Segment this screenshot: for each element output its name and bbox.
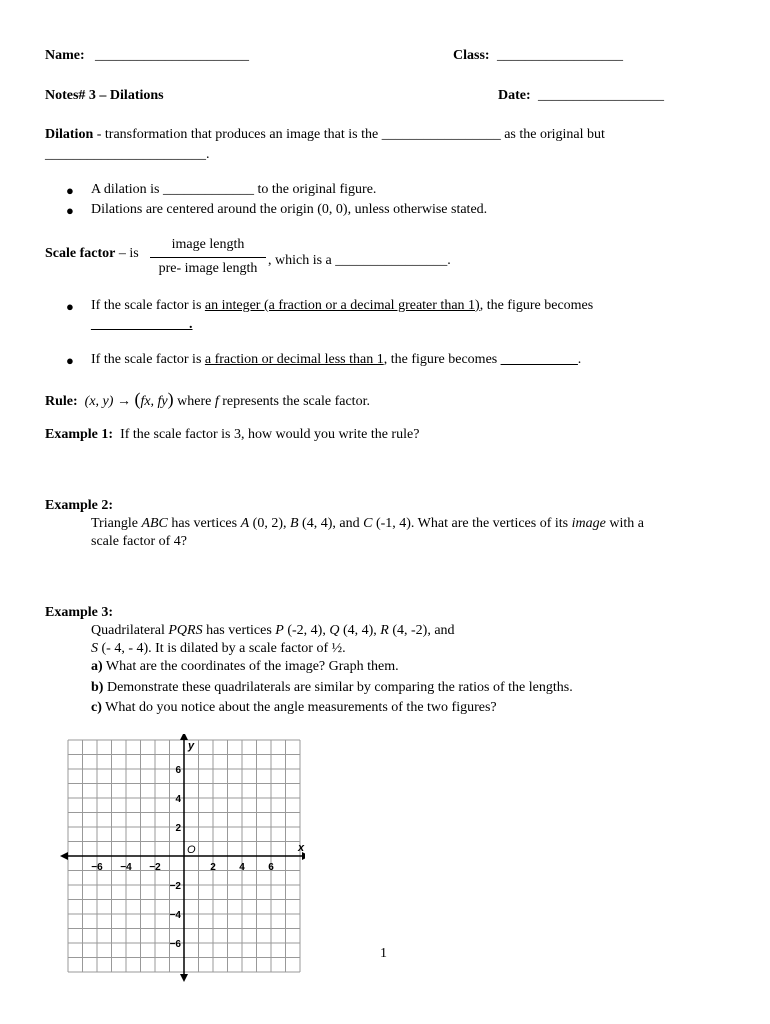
- rule-paren: ): [167, 389, 174, 409]
- rule-text: where: [173, 394, 215, 409]
- bullet-text: , the figure becomes: [479, 298, 594, 313]
- notes-title: Notes# 3 – Dilations: [45, 88, 164, 103]
- bullet-text: , the figure becomes: [383, 352, 501, 367]
- x-axis-arrow-left-icon: [60, 852, 68, 860]
- y-tick-label: 2: [175, 823, 181, 834]
- example-3-line-2: S (- 4, - 4). It is dilated by a scale factor of ½.: [91, 641, 346, 656]
- bullet-centered: Dilations are centered around the origin (0, 0), unless otherwise stated.: [91, 202, 488, 217]
- x-tick-label: −6: [91, 862, 103, 873]
- bullet-text: to the original figure.: [253, 182, 377, 197]
- bullet-fraction: [91, 353, 581, 367]
- example-1: [45, 428, 419, 442]
- underlined-text: a fraction or decimal less than 1: [204, 352, 384, 367]
- y-tick-label: 6: [175, 765, 181, 776]
- bullet-icon: ●: [66, 183, 74, 198]
- bullet-text: A dilation is: [91, 182, 163, 197]
- scale-factor-fraction: [150, 238, 266, 276]
- example-2-line-1: Triangle ABC has vertices A (0, 2), B (4, 4), and C (-1, 4). What are the vertices of its image with a: [91, 516, 644, 531]
- example-1-label: Example 1:: [45, 427, 114, 442]
- dilation-term: Dilation: [45, 127, 94, 142]
- example-2-line-2: scale factor of 4?: [91, 534, 187, 549]
- x-tick-label: 4: [239, 862, 245, 873]
- scale-factor-label: Scale factor: [45, 246, 116, 261]
- class-label: Class:: [453, 48, 490, 63]
- blank-line[interactable]: ________________.: [335, 253, 451, 268]
- dilation-definition: [45, 128, 605, 142]
- coordinate-grid[interactable]: [60, 734, 305, 984]
- bullet-integer: [91, 299, 593, 313]
- example-3-line-1: Quadrilateral PQRS has vertices P (-2, 4), Q (4, 4), R (4, -2), and: [91, 623, 455, 638]
- bullet-icon: ●: [66, 299, 74, 314]
- rule-text: represents the scale factor.: [218, 394, 370, 409]
- rule-f: f: [214, 394, 219, 409]
- scale-factor-is: – is: [115, 246, 139, 261]
- scale-factor-heading: [45, 247, 139, 261]
- rule-paren: (: [134, 389, 141, 409]
- example-3-part-a: a) What are the coordinates of the image? Graph them.: [91, 659, 399, 674]
- rule-line: [45, 390, 370, 409]
- example-3-part-b: b) Demonstrate these quadrilaterals are similar by comparing the ratios of the lengths.: [91, 680, 573, 695]
- scale-factor-which-is: [268, 254, 451, 268]
- fraction-numerator: image length: [171, 237, 245, 252]
- blank-line[interactable]: ___________: [500, 352, 578, 367]
- name-label: Name:: [45, 48, 85, 63]
- date-label: Date:: [498, 88, 531, 103]
- x-tick-label: 2: [210, 862, 216, 873]
- y-axis-arrow-up-icon: [180, 734, 188, 740]
- bullet-text: .: [577, 352, 582, 367]
- y-axis-arrow-down-icon: [180, 974, 188, 982]
- rule-xy: (x, y): [84, 394, 114, 409]
- x-tick-label: −4: [120, 862, 132, 873]
- blank-line[interactable]: _____________: [162, 182, 254, 197]
- bullet-text: If the scale factor is: [91, 298, 205, 313]
- rule-fxfy: fx, fy: [140, 394, 168, 409]
- y-tick-label: 4: [175, 794, 181, 805]
- example-2-label: Example 2:: [45, 498, 114, 513]
- example-1-text: If the scale factor is 3, how would you write the rule?: [120, 427, 420, 442]
- y-axis-label: y: [188, 740, 195, 752]
- y-tick-label: −2: [169, 881, 181, 892]
- example-3-part-c: c) What do you notice about the angle measurements of the two figures?: [91, 700, 497, 715]
- bullet-icon: ●: [66, 203, 74, 218]
- fraction-denominator: pre- image length: [158, 261, 258, 276]
- origin-label: O: [187, 844, 196, 856]
- definition-text-2: as the original but: [500, 127, 605, 142]
- page-number: 1: [380, 946, 387, 961]
- fraction-bar: [150, 257, 266, 258]
- bullet-icon: ●: [66, 353, 74, 368]
- date-blank[interactable]: __________________: [538, 88, 664, 103]
- definition-blank-2[interactable]: _______________________.: [45, 147, 210, 162]
- arrow-icon: →: [116, 394, 131, 409]
- underlined-text: an integer (a fraction or a decimal greater than 1): [204, 298, 480, 313]
- definition-blank-1[interactable]: _________________: [381, 127, 501, 142]
- bullet-text: If the scale factor is: [91, 352, 205, 367]
- example-3-label: Example 3:: [45, 605, 114, 620]
- class-blank[interactable]: __________________: [497, 48, 623, 63]
- x-tick-label: −2: [149, 862, 161, 873]
- definition-text: - transformation that produces an image that is the: [93, 127, 382, 142]
- bullet-dilation-is: [91, 183, 376, 197]
- x-tick-label: 6: [268, 862, 274, 873]
- blank-line[interactable]: ______________.: [91, 317, 193, 332]
- y-tick-label: −6: [169, 939, 181, 950]
- x-axis-label: x: [298, 842, 305, 854]
- rule-label: Rule:: [45, 394, 78, 409]
- which-is-text: , which is a: [268, 253, 336, 268]
- y-tick-label: −4: [169, 910, 181, 921]
- name-blank[interactable]: ______________________: [95, 48, 249, 63]
